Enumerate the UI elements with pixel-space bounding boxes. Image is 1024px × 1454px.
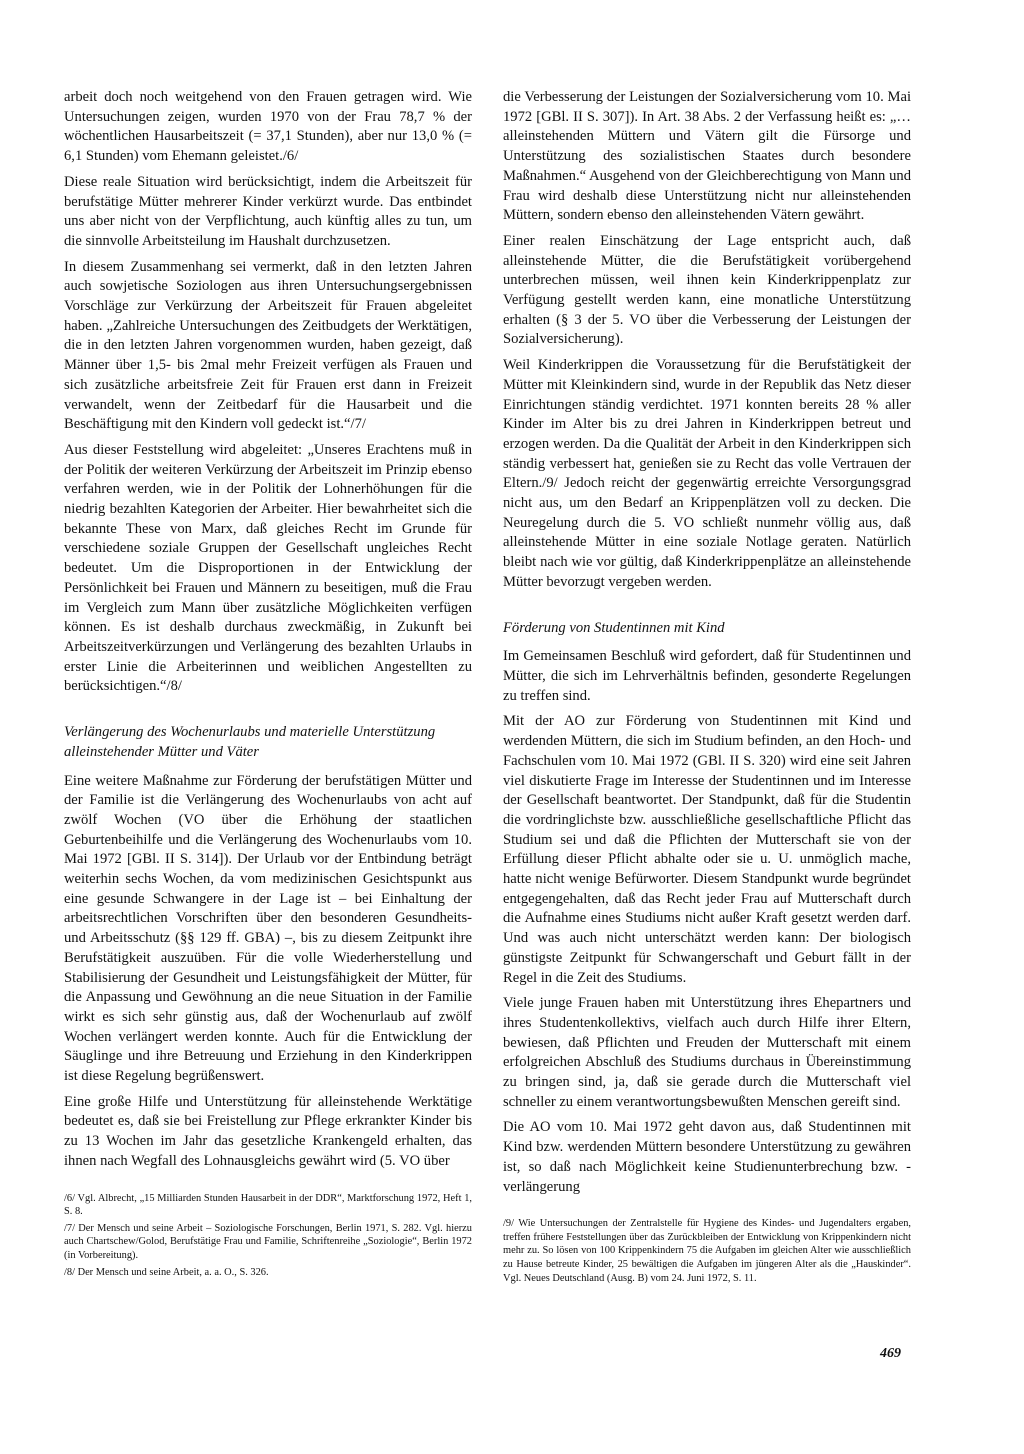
footnote: /8/ Der Mensch und seine Arbeit, a. a. O., S. 326. [64, 1266, 269, 1278]
left-column [64, 88, 472, 1282]
paragraph: Mit der AO zur Förderung von Studentinnen mit Kind und werdenden Müttern, die sich im Studium befinden, an den Hoch- und Fachschulen vom 10. Mai 1972 (GBl. II S. 320) wird eine seit Jahren viel diskutierte Frage im Interesse der Studentinnen und im Interesse der Gesellschaft beantwortet. Der Standpunkt, daß für die Studentin die vordringlichste bzw. ausschließliche gesellschaftliche Pflicht das Studium sei und daß die Pflichten der Mutterschaft sie von der Erfüllung dieser Pflicht abhalte oder sie u. U. unmöglich mache, hatte nicht wenige Befürworter. Diesem Standpunkt wurde begründet entgegengehalten, daß das Recht jeder Frau auf Mutterschaft durch die Aufnahme eines Studiums nicht außer Kraft gesetzt werden darf. Und was auch nicht unterschätzt werden kann: Der biologisch günstigste Zeitpunkt für Schwangerschaft und Geburt fällt in der Regel in die Zeit des Studiums. [503, 713, 911, 986]
footnote-separator [503, 1203, 911, 1217]
paragraph: Eine große Hilfe und Unterstützung für alleinstehende Werktätige bedeutet es, daß sie bei Freistellung zur Pflege erkrankter Kinder bis zu 13 Wochen im Jahr das gesetzliche Krankengeld erhalten, das ihnen nach Wegfall des Lohnausgleichs gewährt wird (5. VO über [64, 1093, 472, 1169]
paragraph: die Verbesserung der Leistungen der Sozialversicherung vom 10. Mai 1972 [GBl. II S. 307]). In Art. 38 Abs. 2 der Verfassung heißt es: „… alleinstehenden Müttern und Vätern gilt die Fürsorge und Unterstützung des sozialistischen Staates durch besondere Maßnahmen.“ Ausgehend von der Gleichberechtigung von Mann und Frau wird deshalb diese Unterstützung nicht nur alleinstehenden Müttern, sondern ebenso den alleinstehenden Vätern gewährt. [503, 89, 911, 224]
section-heading: Verlängerung des Wochenurlaubs und materielle Unterstützung alleinstehender Mütter und Väter [64, 724, 436, 760]
footnote: /7/ Der Mensch und seine Arbeit – Soziologische Forschungen, Berlin 1971, S. 282. Vgl. hierzu auch Chartschew/Golod, Berufstätige Frau und Familie, Schriftenreihe „Soziologie“, Berlin 1972 (in Vorbereitung). [64, 1222, 472, 1261]
paragraph: Eine weitere Maßnahme zur Förderung der berufstätigen Mütter und der Familie ist die Verlängerung des Wochenurlaubs von acht auf zwölf Wochen (VO über die Erhöhung der staatlichen Geburtenbeihilfe und die Verlängerung des Wochenurlaubs vom 10. Mai 1972 [GBl. II S. 314]). Der Urlaub vor der Entbindung beträgt weiterhin sechs Wochen, da vom medizinischen Gesichtspunkt aus eine gesunde Schwangere in der Lage ist – bei Einhaltung der arbeitsrechtlichen Vorschriften über den besonderen Gesundheits- und Arbeitsschutz (§§ 129 ff. GBA) –, bis zu diesem Zeitpunkt ihre Berufstätigkeit auszuüben. Für die volle Wiederherstellung und Stabilisierung der Gesundheit und Leistungsfähigkeit der Mütter, für die Anpassung und Gewöhnung an die neue Situation in der Familie wirkt es sich sehr günstig aus, daß der Wochenurlaub auf zwölf Wochen verlängert werden konnte. Auch für die Entwicklung der Säuglinge und ihre Betreuung und Erziehung in den Kinderkrippen ist diese Regelung begrüßenswert. [64, 772, 472, 1085]
paragraph: Im Gemeinsamen Beschluß wird gefordert, daß für Studentinnen und Mütter, die sich im Lehrverhältnis befinden, gesonderte Regelungen zu treffen sind. [503, 648, 911, 704]
paragraph: In diesem Zusammenhang sei vermerkt, daß in den letzten Jahren auch sowjetische Soziologen aus ihren Untersuchungsergebnissen Vorschläge zur Verkürzung der Arbeitszeit für Frauen abgeleitet haben. „Zahlreiche Untersuchungen des Zeitbudgets der Werktätigen, die in den letzten Jahren vorgenommen wurden, haben gezeigt, daß Männer über 1,5- bis 2mal mehr Freizeit verfügen als Frauen und sich zusätzliche arbeitsfreie Zeit für Frauen erst dann in Freizeit verwandelt, wenn der Zeitbedarf für die Hausarbeit und die Beschäftigung mit den Kindern voll gedeckt ist.“/7/ [64, 258, 472, 433]
page-number: 469 [880, 1346, 901, 1361]
paragraph: Aus dieser Feststellung wird abgeleitet: „Unseres Erachtens muß in der Politik der weiteren Verkürzung der Arbeitszeit im Prinzip ebenso verfahren werden, wie in der Politik der Lohnerhöhungen für die niedrig bezahlten Kategorien der Arbeiter. Hier bewahrheitet sich die bekannte These von Marx, daß gleiches Recht im Grunde für verschiedene soziale Gruppen der Gesellschaft ungleiches Recht bedeutet. Um die Disproportionen in der Entwicklung der Persönlichkeit bei Frauen und Männern zu beseitigen, muß die Frau im Vergleich zum Mann über zusätzliche Möglichkeiten verfügen können. Es ist deshalb durchaus zweckmäßig, in Zukunft bei Arbeitszeitverkürzungen und Verlängerung des bezahlten Urlaubs in erster Linie die Arbeiterinnen und weiblichen Angestellten zu berücksichtigen.“/8/ [64, 441, 472, 695]
paragraph: Weil Kinderkrippen die Voraussetzung für die Berufstätigkeit der Mütter mit Kleinkindern sind, wurde in der Republik das Netz dieser Einrichtungen ständig verdichtet. 1971 konnten bereits 28 % aller Kinder im Alter bis zu drei Jahren in Kinderkrippen betreut und erzogen werden. Da die Qualität der Arbeit in den Kinderkrippen sich ständig verbessert hat, genießen sie zu Recht das volle Vertrauen der Eltern./9/ Jedoch reicht der gegenwärtig erreichte Versorgungsgrad nicht aus, um den Bedarf an Krippenplätzen voll zu decken. Die Neuregelung durch die 5. VO schließt nunmehr völlig aus, daß alleinstehende Mütter in eine soziale Notlage geraten. Natürlich bleibt nach wie vor gültig, daß Kinderkrippenplätze an alleinstehende Mütter bevorzugt vergeben werden. [503, 357, 911, 590]
footnote: /6/ Vgl. Albrecht, „15 Milliarden Stunden Hausarbeit in der DDR“, Marktforschung 1972, Heft 1, S. 8. [64, 1192, 472, 1218]
paragraph: Einer realen Einschätzung der Lage entspricht auch, daß alleinstehende Mütter, die die Berufstätigkeit vorübergehend unterbrechen müssen, weil ihnen kein Kinderkrippenplatz zur Verfügung gestellt werden kann, eine monatliche Unterstützung erhalten (§ 3 der 5. VO über die Verbesserung der Leistungen der Sozialversicherung). [503, 232, 911, 348]
section-heading: Förderung von Studentinnen mit Kind [503, 619, 725, 636]
paragraph: arbeit doch noch weitgehend von den Frauen getragen wird. Wie Untersuchungen zeigen, wurden 1970 von der Frau 78,7 % der wöchentlichen Hausarbeitszeit (= 37,1 Stunden), aber nur 13,0 % (= 6,1 Stunden) vom Ehemann geleistet./6/ [64, 89, 472, 165]
paragraph: Die AO vom 10. Mai 1972 geht davon aus, daß Studentinnen mit Kind bzw. werdenden Müttern besondere Unterstützung zu gewähren ist, so daß nach Möglichkeit keine Studienunterbrechung bzw. -verlängerung [503, 1119, 911, 1195]
right-column [503, 88, 911, 1288]
footnote: /9/ Wie Untersuchungen der Zentralstelle für Hygiene des Kindes- und Jugendalters ergaben, treffen frühere Feststellungen über das Zurückbleiben der Entwicklung von Krippenkindern nicht mehr zu. So lösen von 100 Krippenkindern 75 die Aufgaben im gleichen Alter wie ausschließlich zu Hause betreute Kinder, 25 bewältigen die Aufgaben im jüngeren Alter als die „Hauskinder“. Vgl. Neues Deutschland (Ausg. B) vom 24. Juni 1972, S. 11. [503, 1218, 911, 1284]
paragraph: Viele junge Frauen haben mit Unterstützung ihres Ehepartners und ihres Studentenkollektivs, vielfach auch durch Hilfe ihrer Eltern, bewiesen, daß Pflichten und Freuden der Mutterschaft mit einem erfolgreichen Abschluß des Studiums durchaus in Übereinstimmung zu bringen sind, ja, daß sie gerade durch die Mutterschaft viel schneller zu einem verantwortungsbewußten Menschen gereift sind. [503, 995, 911, 1110]
footnote-separator [64, 1178, 472, 1192]
paragraph: Diese reale Situation wird berücksichtigt, indem die Arbeitszeit für berufstätige Mütter mehrerer Kinder verkürzt wurde. Das entbindet uns aber nicht von der Verpflichtung, auch künftig alles zu tun, um die sinnvolle Arbeitsteilung im Haushalt durchzusetzen. [64, 173, 472, 249]
